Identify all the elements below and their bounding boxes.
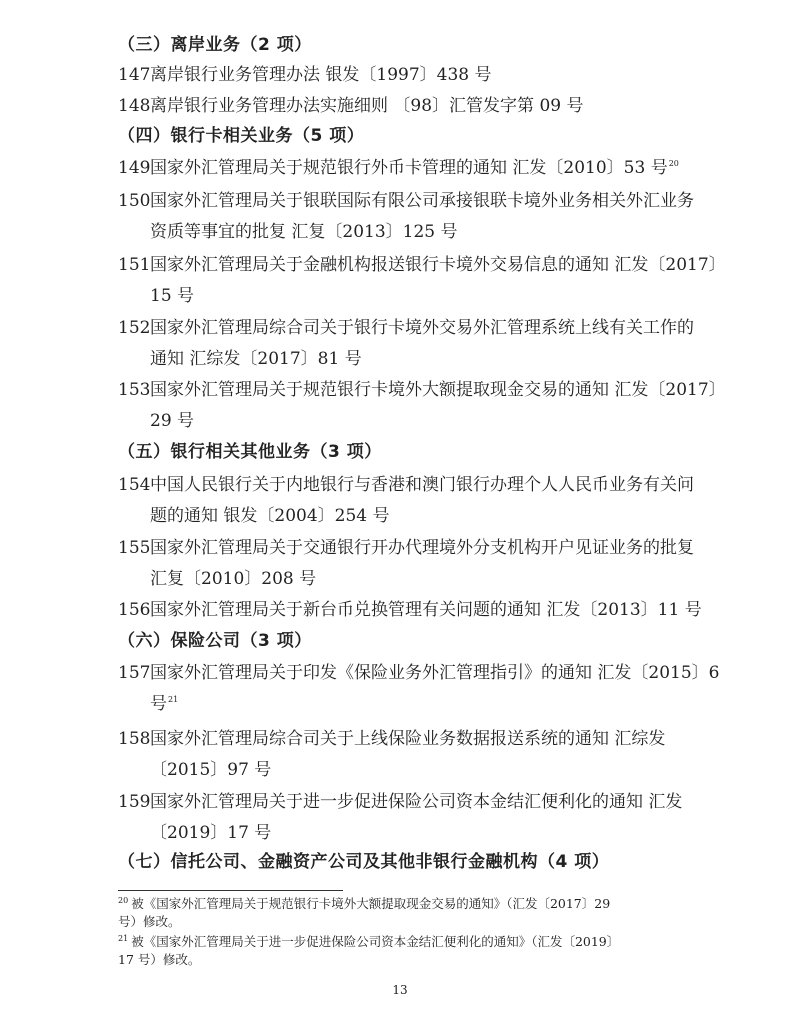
entry-text: 离岸银行业务管理办法 银发〔1997〕438 号 bbox=[150, 65, 492, 85]
entry-number: 152 bbox=[118, 318, 151, 338]
entry-text: 国家外汇管理局关于交通银行开办代理境外分支机构开户见证业务的批复 bbox=[150, 538, 694, 558]
section-heading-trust-companies: （七）信托公司、金融资产公司及其他非银行金融机构（4 项） bbox=[118, 852, 610, 872]
footnote-ref-21[interactable]: 21 bbox=[168, 695, 179, 705]
entry-text-continued: 资质等事宜的批复 汇复〔2013〕125 号 bbox=[150, 222, 458, 242]
footnote-text: 被《国家外汇管理局关于规范银行卡境外大额提取现金交易的通知》（汇发〔2017〕29 bbox=[131, 896, 611, 911]
entry-text: 中国人民银行关于内地银行与香港和澳门银行办理个人人民币业务有关问 bbox=[150, 475, 694, 495]
section-heading-insurance: （六）保险公司（3 项） bbox=[118, 631, 312, 651]
entry-number: 155 bbox=[118, 538, 151, 558]
entry-text-continued: 〔2015〕97 号 bbox=[150, 760, 272, 780]
section-heading-offshore: （三）离岸业务（2 项） bbox=[118, 35, 312, 55]
entry-text: 国家外汇管理局关于新台币兑换管理有关问题的通知 汇发〔2013〕11 号 bbox=[150, 600, 702, 620]
entry-text: 国家外汇管理局关于进一步促进保险公司资本金结汇便利化的通知 汇发 bbox=[150, 792, 683, 812]
entry-number: 156 bbox=[118, 600, 151, 620]
entry-number: 158 bbox=[118, 729, 151, 749]
entry-number: 153 bbox=[118, 380, 151, 400]
entry-number: 150 bbox=[118, 191, 151, 211]
entry-text: 国家外汇管理局关于印发《保险业务外汇管理指引》的通知 汇发〔2015〕6 bbox=[150, 663, 720, 683]
entry-number: 157 bbox=[118, 663, 151, 683]
entry-text: 国家外汇管理局关于银联国际有限公司承接银联卡境外业务相关外汇业务 bbox=[150, 191, 694, 211]
entry-text: 国家外汇管理局关于规范银行卡境外大额提取现金交易的通知 汇发〔2017〕 bbox=[150, 380, 726, 400]
entry-text-continued: 汇复〔2010〕208 号 bbox=[150, 569, 317, 589]
entry-number: 151 bbox=[118, 255, 151, 275]
footnote-21 bbox=[118, 933, 619, 969]
entry-number: 149 bbox=[118, 158, 151, 178]
entry-number: 154 bbox=[118, 475, 151, 495]
footnote-separator bbox=[118, 890, 343, 891]
entry-text-continued: 号 bbox=[150, 694, 167, 714]
footnote-text-continued: 17 号）修改。 bbox=[118, 952, 201, 967]
entry-text-continued: 通知 汇综发〔2017〕81 号 bbox=[150, 349, 362, 369]
entry-text: 国家外汇管理局综合司关于上线保险业务数据报送系统的通知 汇综发 bbox=[150, 729, 666, 749]
footnote-20 bbox=[118, 895, 610, 931]
page-number: 13 bbox=[392, 983, 408, 997]
entry-number: 147 bbox=[118, 65, 151, 85]
footnote-ref-20[interactable]: 20 bbox=[668, 159, 679, 169]
entry-text: 国家外汇管理局综合司关于银行卡境外交易外汇管理系统上线有关工作的 bbox=[150, 318, 694, 338]
entry-number: 148 bbox=[118, 96, 151, 116]
footnote-text: 被《国家外汇管理局关于进一步促进保险公司资本金结汇便利化的通知》（汇发〔2019〕 bbox=[131, 934, 620, 949]
section-heading-bank-cards: （四）银行卡相关业务（5 项） bbox=[118, 126, 365, 146]
entry-text-continued: 15 号 bbox=[150, 286, 195, 306]
section-heading-other-banking: （五）银行相关其他业务（3 项） bbox=[118, 442, 382, 462]
entry-text-continued: 29 号 bbox=[150, 411, 195, 431]
entry-text: 国家外汇管理局关于金融机构报送银行卡境外交易信息的通知 汇发〔2017〕 bbox=[150, 255, 726, 275]
entry-text-continued: 题的通知 银发〔2004〕254 号 bbox=[150, 506, 390, 526]
footnote-mark: 20 bbox=[118, 895, 129, 905]
footnote-text-continued: 号）修改。 bbox=[118, 914, 181, 929]
entry-text-continued: 〔2019〕17 号 bbox=[150, 823, 272, 843]
entry-text: 离岸银行业务管理办法实施细则 〔98〕汇管发字第 09 号 bbox=[150, 96, 584, 116]
footnote-mark: 21 bbox=[118, 933, 129, 943]
entry-text: 国家外汇管理局关于规范银行外币卡管理的通知 汇发〔2010〕53 号 bbox=[150, 158, 668, 178]
entry-number: 159 bbox=[118, 792, 151, 812]
